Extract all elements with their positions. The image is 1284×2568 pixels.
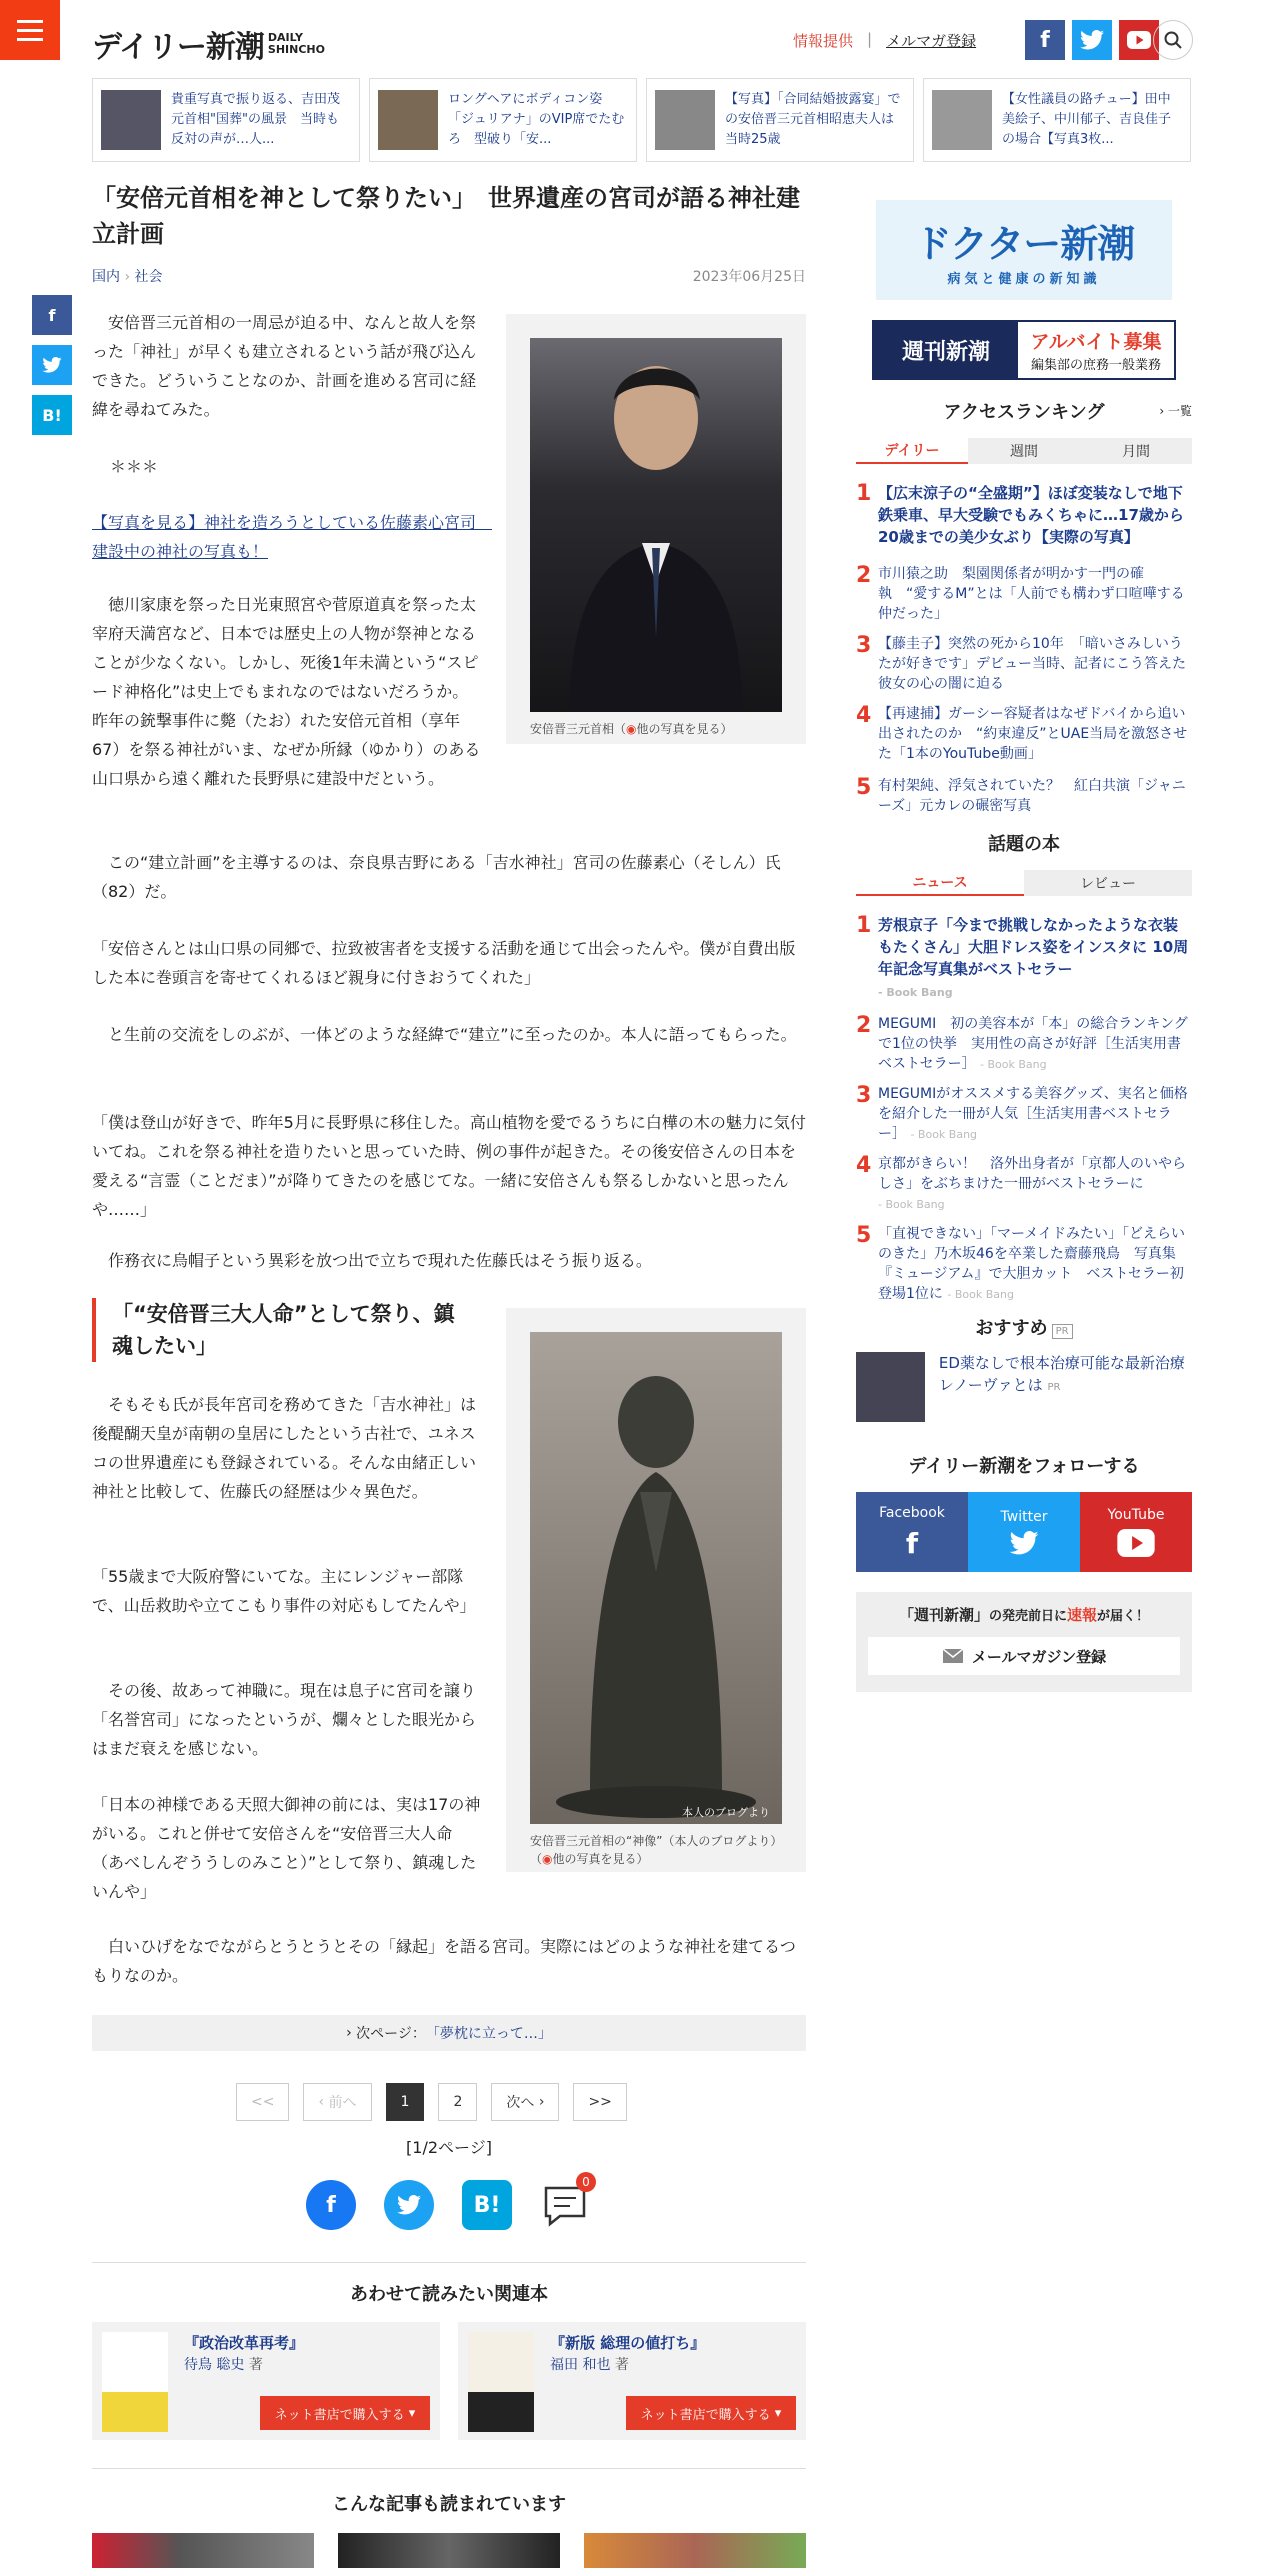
- site-logo[interactable]: [92, 22, 325, 66]
- article-title: 「安倍元首相を神として祭りたい」 世界遺産の宮司が語る神社建立計画: [92, 184, 800, 248]
- logo-en: DAILY SHINCHO: [267, 31, 325, 56]
- follow-youtube-button[interactable]: YouTube: [1080, 1492, 1192, 1572]
- ranking-item[interactable]: 3 【藤圭子】突然の死から10年 「暗いさみしいうたが好きです」デビュー当時、記者にこう答えた彼女の心の闇に迫る: [856, 633, 1186, 692]
- article-paragraph: 徳川家康を祭った日光東照宮や菅原道真を祭った太宰府天満宮など、日本では歴史上の人物が祭神となることが少なくない。しかし、死後1年未満という“スピード神格化”は史上でもまれなのではないだろうか。昨年の銃撃事件に斃（たお）れた安倍元首相（享年67）を祭る神社がいま、なぜか所縁（ゆかり）のある山口県から遠く離れた長野県に建設中だという。: [92, 595, 481, 788]
- facebook-icon[interactable]: f: [1025, 20, 1065, 60]
- facebook-icon[interactable]: f: [306, 2180, 356, 2230]
- related-books-title: あわせて読みたい関連本: [350, 2284, 548, 2305]
- book-cover: [102, 2332, 168, 2432]
- photo-link[interactable]: 【写真を見る】神社を造ろうとしている佐藤素心宮司 建設中の神社の写真も！: [92, 513, 493, 561]
- article-paragraph: 安倍晋三元首相の一周忌が迫る中、なんと故人を祭った「神社」が早くも建立されるという話が飛び込んできた。どういうことなのか、計画を進める宮司に経緯を尋ねてみた。: [92, 313, 477, 419]
- mailmag-register-button[interactable]: メールマガジン登録: [868, 1637, 1180, 1675]
- category-link[interactable]: 社会: [134, 269, 163, 285]
- page-count: [1/2ページ]: [406, 2138, 492, 2157]
- strip-card[interactable]: 貴重写真で振り返る、吉田茂元首相"国葬"の風景 当時も反対の声が…人...: [92, 78, 360, 162]
- next-page-link[interactable]: 「夢枕に立って…」: [425, 2026, 552, 2042]
- article-paragraph: この“建立計画”を主導するのは、奈良県吉野にある「吉水神社」宮司の佐藤素心（そしん）氏（82）だ。: [92, 853, 781, 901]
- article-quote: 「55歳まで大阪府警にいてな。主にレンジャー部隊で、山岳救助や立てこもり事件の対応もしてたんや」: [92, 1567, 476, 1615]
- more-photos-link[interactable]: 他の写真を見る）: [552, 1852, 649, 1866]
- camera-icon: ◉: [542, 1852, 553, 1866]
- article-paragraph: と生前の交流をしのぶが、一体どのような経緯で“建立”に至ったのか。本人に語ってもらった。: [108, 1025, 797, 1044]
- pagination: [236, 2083, 627, 2121]
- more-photos-link[interactable]: 他の写真を見る）: [636, 722, 733, 736]
- info-link[interactable]: 情報提供: [793, 32, 854, 50]
- article-quote: 「安倍さんとは山口県の同郷で、拉致被害者を支援する活動を通じて出会ったんや。僕が自費出版した本に巻頭言を寄せてくれるほど親身に付きおうてくれた」: [92, 939, 796, 987]
- follow-twitter-button[interactable]: Twitter: [968, 1492, 1080, 1572]
- search-button[interactable]: [1153, 20, 1193, 60]
- facebook-icon[interactable]: f: [32, 295, 72, 335]
- ranking-item[interactable]: 4 【再逮捕】ガーシー容疑者はなぜドバイから追い出されたのか “約束違反”とUAE当局を激怒させた「1本のYouTube動画」: [856, 703, 1188, 762]
- related-photo-strip: [92, 78, 1192, 162]
- comment-button[interactable]: [540, 2175, 590, 2230]
- page-1-button[interactable]: 1: [386, 2083, 425, 2121]
- statue-photo[interactable]: [530, 1332, 782, 1824]
- book-ranking-item[interactable]: 5 「直視できない」「マーメイドみたい」「どえらいのきた」乃木坂46を卒業した齋藤飛鳥 写真集『ミュージアム』で大胆カット ベストセラー初登場1位に - Book Bang: [856, 1223, 1186, 1302]
- next-page-button[interactable]: 次へ ›: [491, 2083, 559, 2121]
- strip-card[interactable]: 【写真】「合同結婚披露宴」での安倍晋三元首相昭恵夫人は当時25歳: [646, 78, 914, 162]
- ranking-item[interactable]: 2 市川猿之助 梨園関係者が明かす一門の確執 “愛するM”とは「人前でも構わず口喧嘩する仲だった」: [856, 563, 1185, 622]
- next-page-bar[interactable]: › 次ページ： 「夢枕に立って…」: [92, 2015, 806, 2051]
- ranking-item[interactable]: 1 【広末涼子の“全盛期”】ほぼ変装なしで地下鉄乗車、早大受験でもみくちゃに…17歳から20歳までの美少女ぶり【実際の写真】: [856, 481, 1184, 546]
- prev-page-button[interactable]: ‹ 前へ: [303, 2083, 371, 2121]
- buy-button[interactable]: ネット書店で購入する ▾: [626, 2396, 796, 2430]
- ranking-item[interactable]: 5 有村架純、浮気されていた？ 紅白共演「ジャニーズ」元カレの碾密写真: [856, 775, 1186, 814]
- ranking-more-link[interactable]: › 一覧: [1159, 404, 1192, 418]
- hatena-icon[interactable]: B!: [462, 2180, 512, 2230]
- page-2-button[interactable]: 2: [438, 2083, 477, 2121]
- buy-button[interactable]: ネット書店で購入する ▾: [260, 2396, 430, 2430]
- also-read-thumbnail[interactable]: [92, 2533, 314, 2568]
- camera-icon: ◉: [626, 722, 637, 736]
- ad-part-time-job[interactable]: 週刊新潮 アルバイト募集 編集部の庶務一般業務: [872, 320, 1176, 380]
- menu-icon: [17, 20, 43, 23]
- strip-card[interactable]: ロングヘアにボディコン姿「ジュリアナ」のVIP席でたむろ 型破り「安...: [369, 78, 637, 162]
- breadcrumb: 国内 › 社会: [92, 269, 163, 285]
- first-page-button[interactable]: <<: [236, 2083, 289, 2121]
- tab-news[interactable]: ニュース: [856, 870, 1024, 896]
- facebook-icon: f: [905, 1526, 919, 1560]
- last-page-button[interactable]: >>: [573, 2083, 626, 2121]
- recommend-title: おすすめ PR: [856, 1314, 1192, 1340]
- mail-icon: [942, 1648, 964, 1664]
- book-ranking-item[interactable]: 2 MEGUMI 初の美容本が「本」の総合ランキングで1位の快挙 実用性の高さが好評［生活実用書ベストセラー］ - Book Bang: [856, 1013, 1188, 1072]
- follow-buttons: [856, 1492, 1192, 1572]
- youtube-icon: [1116, 1529, 1156, 1557]
- books-tabs: [856, 870, 1192, 896]
- book-ranking-item[interactable]: 4 京都がきらい！ 洛外出身者が「京都人のいやらしさ」をぶちまけた一冊がベストセラーに - Book Bang: [856, 1153, 1186, 1211]
- abe-photo[interactable]: [530, 338, 782, 712]
- ranking-title: アクセスランキング › 一覧: [943, 402, 1192, 423]
- ranking-tabs: [856, 438, 1192, 464]
- side-share-bar: [32, 295, 72, 435]
- article-quote: 「日本の神様である天照大御神の前には、実は17の神がいる。これと併せて安倍さんを“安倍晋三大人命（あべしんぞううしのみこと）”として祭り、鎮魂したいんや」: [92, 1795, 481, 1901]
- strip-thumbnail: [655, 90, 715, 150]
- tab-weekly[interactable]: 週間: [968, 438, 1080, 464]
- article-paragraph: その後、故あって神職に。現在は息子に宮司を譲り「名誉宮司」になったというが、爛々とした眼光からはまだ衰えを感じない。: [92, 1681, 477, 1758]
- recommend-thumbnail: [856, 1352, 925, 1422]
- recommend-item[interactable]: ED薬なしで根本治療可能な最新治療レノーヴァとは PR: [856, 1352, 1192, 1424]
- follow-facebook-button[interactable]: Facebook f: [856, 1492, 968, 1572]
- twitter-icon[interactable]: [32, 345, 72, 385]
- figure-statue: 本人のブログより 安倍晋三元首相の“神像”（本人のブログより）（◉他の写真を見る）: [506, 1308, 806, 1872]
- figure-abe: 安倍晋三元首相（◉他の写真を見る）: [506, 314, 806, 744]
- book-ranking-item[interactable]: 3 MEGUMIがオススメする美容グッズ、実名と価格を紹介した一冊が人気［生活実用書ベストセラー］ - Book Bang: [856, 1083, 1188, 1142]
- article-subheading: 「“安倍晋三大人命”として祭り、鎮魂したい」: [92, 1298, 472, 1362]
- twitter-icon[interactable]: [1072, 20, 1112, 60]
- also-read-thumbnail[interactable]: [584, 2533, 806, 2568]
- strip-card[interactable]: 【女性議員の路チュー】田中美絵子、中川郁子、吉良佳子の場合【写真3枚...: [923, 78, 1191, 162]
- strip-thumbnail: [932, 90, 992, 150]
- hatena-icon[interactable]: B!: [32, 395, 72, 435]
- book-card[interactable]: 『新版 総理の値打ち』 福田 和也 著 ネット書店で購入する ▾: [458, 2322, 806, 2440]
- book-card[interactable]: 『政治改革再考』 待鳥 聡史 著 ネット書店で購入する ▾: [92, 2322, 440, 2440]
- article-paragraph: そもそも氏が長年宮司を務めてきた「吉水神社」は後醍醐天皇が南朝の皇居にしたという古社で、ユネスコの世界遺産にも登録されている。そんな由緒正しい神社と比較して、佐藤氏の経歴は少々異色だ。: [92, 1395, 477, 1501]
- strip-thumbnail: [378, 90, 438, 150]
- books-title: 話題の本: [988, 834, 1060, 855]
- follow-title: デイリー新潮をフォローする: [908, 1456, 1140, 1477]
- article-date: 2023年06月25日: [692, 269, 806, 285]
- twitter-icon: [1009, 1531, 1039, 1555]
- logo-text: デイリー新潮: [92, 30, 264, 65]
- watermark: 本人のブログより: [682, 1806, 770, 1819]
- comment-count: 0: [576, 2172, 596, 2192]
- tab-daily[interactable]: デイリー: [856, 438, 968, 464]
- article: [92, 180, 806, 286]
- mailmag-link[interactable]: メルマガ登録: [886, 32, 977, 50]
- article-paragraph: 白いひげをなでながらとうとうとその「縁起」を語る宮司。実際にはどのような神社を建てるつもりなのか。: [92, 1937, 796, 1985]
- strip-thumbnail: [101, 90, 161, 150]
- book-ranking-item[interactable]: 1 芳根京子「今まで挑戦しなかったような衣装もたくさん」大胆ドレス姿をインスタに 10周年記念写真集がベストセラー - Book Bang: [856, 913, 1189, 999]
- category-link[interactable]: 国内: [92, 269, 120, 285]
- also-read-thumbnail[interactable]: [338, 2533, 560, 2568]
- bottom-share-bar: [306, 2175, 590, 2230]
- article-paragraph: 作務衣に烏帽子という異彩を放つ出で立ちで現れた佐藤氏はそう振り返る。: [108, 1251, 652, 1270]
- article-separator: ＊＊＊: [110, 457, 159, 476]
- tab-monthly[interactable]: 月間: [1080, 438, 1192, 464]
- book-cover: [468, 2332, 534, 2432]
- search-icon: [1164, 31, 1182, 49]
- twitter-icon[interactable]: [384, 2180, 434, 2230]
- ad-doctor-shincho[interactable]: ドクター新潮 病気と健康の新知識: [876, 200, 1172, 300]
- mailmag-box: 「週刊新潮」の発売前日に速報が届く！ メールマガジン登録: [856, 1592, 1192, 1692]
- also-read-title: こんな記事も読まれています: [332, 2494, 566, 2515]
- article-quote: 「僕は登山が好きで、昨年5月に長野県に移住した。高山植物を愛でるうちに白樺の木の魅力に気付いてね。これを祭る神社を造りたいと思っていた時、例の事件が起きた。その後安倍さんの日本を愛える“言霊（ことだま）”が降りてきたのを感じてな。一緒に安倍さんも祭るしかないと思ったんや……」: [92, 1113, 806, 1219]
- menu-button[interactable]: [0, 0, 60, 60]
- tab-review[interactable]: レビュー: [1024, 870, 1192, 896]
